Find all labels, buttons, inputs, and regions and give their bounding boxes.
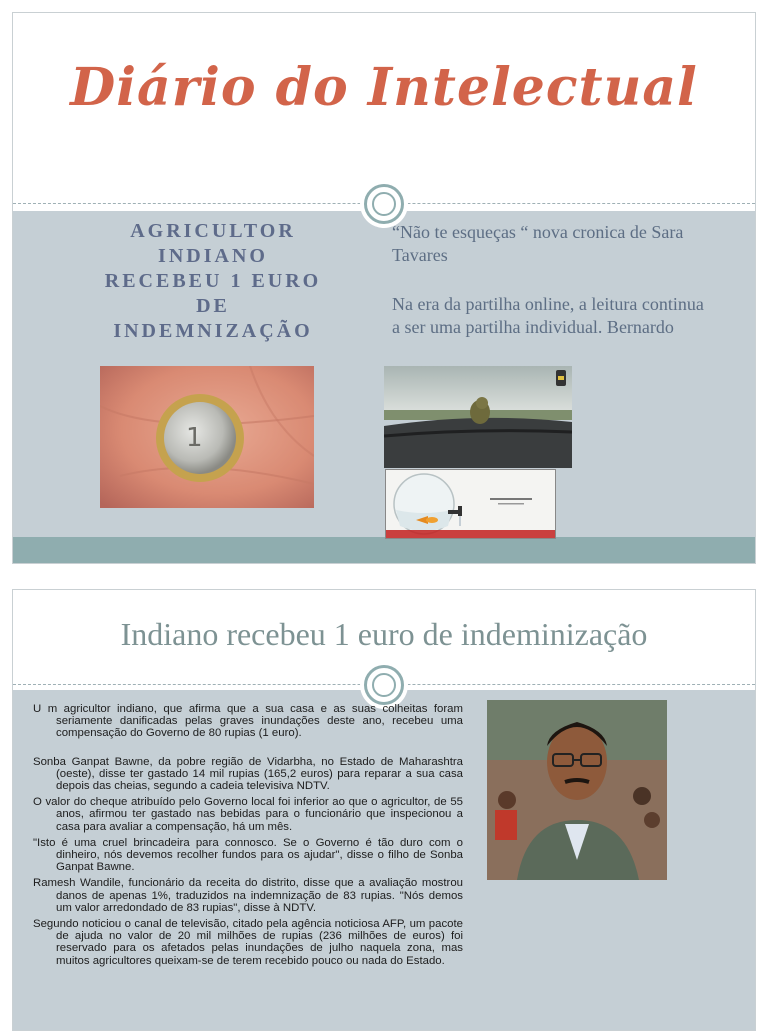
article-paragraph: U m agricultor indiano, que afirma que a sua casa e as suas colheitas foram seriamente danificadas pelas graves inundações deste ano, recebeu uma compensação do Governo de 80 rupias (1 euro). — [33, 703, 463, 740]
circle-ornament-icon — [364, 184, 404, 224]
footer-band — [13, 537, 755, 563]
circle-ornament-icon — [364, 665, 404, 705]
headline-line: INDIANO — [158, 245, 268, 267]
chronicle-teaser: “Não te esqueças “ nova cronica de Sara Tavares — [392, 222, 684, 265]
car-dashboard-image — [384, 366, 572, 468]
reading-teaser: Na era da partilha online, a leitura continua a ser uma partilha individual. Bernardo — [392, 294, 704, 337]
headline-line: RECEBEU 1 EURO — [104, 270, 322, 292]
svg-text:1: 1 — [186, 423, 203, 453]
fishbowl-image — [385, 469, 556, 539]
article-paragraph: "Isto é uma cruel brincadeira para connosco. Se o Governo é tão duro com o dinheiro, nós devemos recolher fundos para os ajudar", disse o filho de Sonba Ganpat Bawne. — [33, 836, 463, 874]
article-body — [33, 703, 463, 967]
article-paragraph: O valor do cheque atribuído pelo Governo local foi inferior ao que o agricultor, de 55 anos, afirmou ter gastado nas bebidas para o funcionário que inspecionou a casa para avaliar a compensação, há um mês. — [33, 796, 463, 833]
headline-line: AGRICULTOR — [130, 220, 296, 242]
article-paragraph: Ramesh Wandile, funcionário da receita do distrito, disse que a avaliação mostrou danos de apenas 1%, traduzidos na indemnização de 83 rupias. "Nós demos um valor arredondado de 83 rupias", disse à NDTV. — [33, 877, 463, 914]
farmer-portrait-image — [487, 700, 667, 880]
slide-1 — [12, 12, 756, 564]
article-paragraph: Segundo noticiou o canal de televisão, citado pela agência noticiosa AFP, um pacote de ajuda no valor de 20 mil milhões de rupias (236 milhões de euros) foi reservado para os afetados pelas inundações de julho naquela zona, mas muitos agricultores queixam-se de terem recebido pouco ou nada do Estado. — [33, 918, 463, 967]
slide-2 — [12, 589, 756, 1031]
newspaper-title: Diário do Intelectual — [70, 57, 698, 118]
headline — [83, 219, 343, 344]
headline-line: INDEMNIZAÇÃO — [113, 320, 313, 342]
article-title: Indiano recebeu 1 euro de indeminização — [120, 616, 648, 652]
article-paragraph: Sonba Ganpat Bawne, da pobre região de Vidarbha, no Estado de Maharashtra (oeste), disse ter gastado 14 mil rupias (165,2 euros) para reparar a sua casa depois das cheias, segundo a cadeia televisiva NDTV. — [33, 755, 463, 793]
headline-line: DE — [196, 295, 230, 317]
coin-in-hand-image — [100, 366, 314, 508]
